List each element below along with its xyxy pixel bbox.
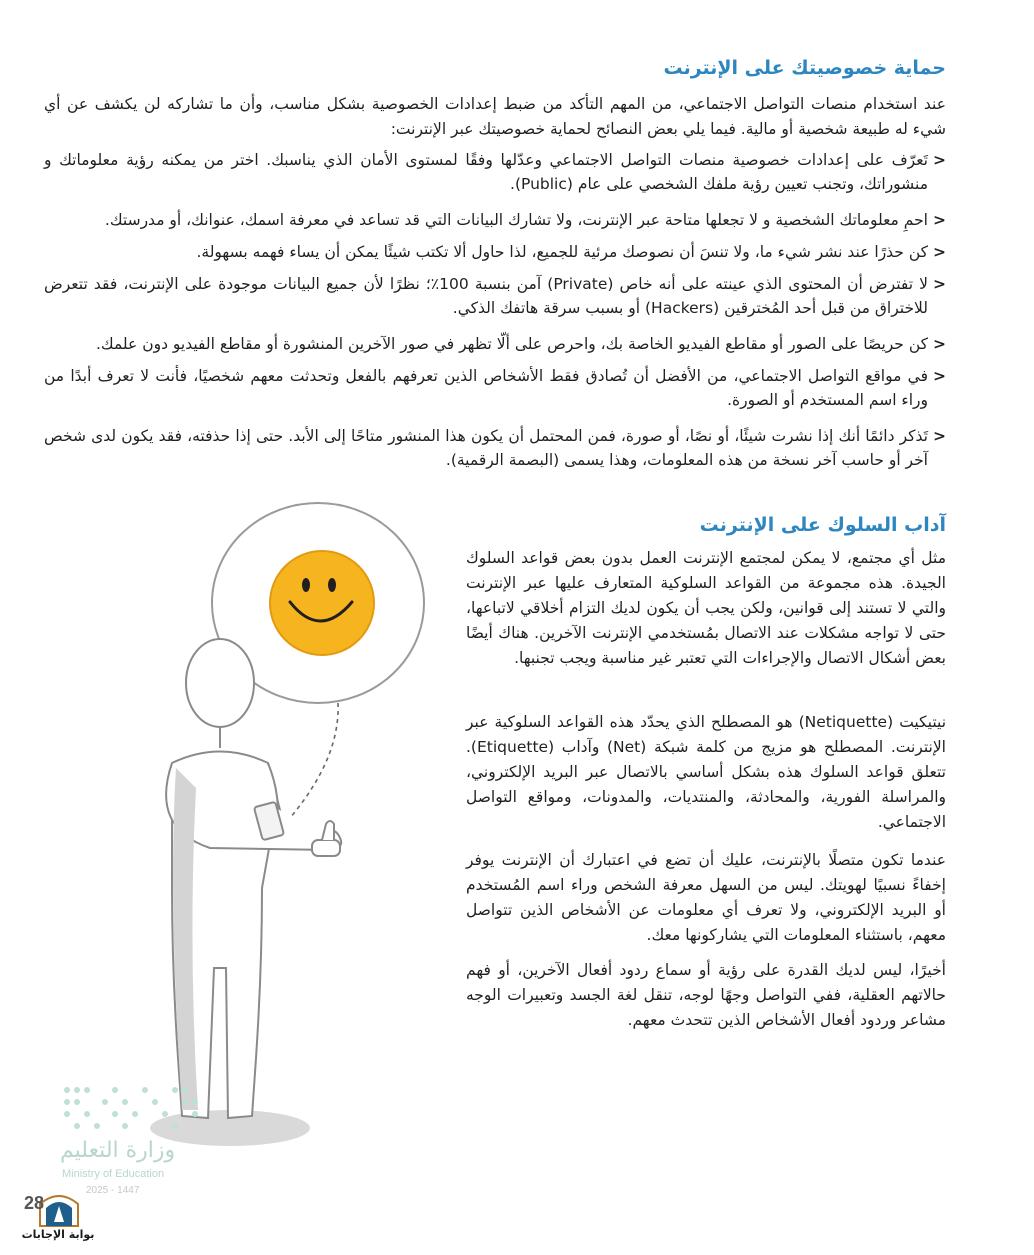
person-with-phone-illustration (0, 498, 470, 1178)
netiquette-paragraph: عندما تكون متصلًا بالإنترنت، عليك أن تضع في اعتبارك أن الإنترنت يوفر إخفاءً نسبيًا لهويتك. ليس من السهل معرفة الشخص وراء اسم المُستخدم أو البريد الإلكتروني، ولا تعرف أي معلومات عن الأشخاص الذين تتواصل معهم، باستثناء المعلومات التي يشاركونها معك. (466, 851, 946, 944)
smiley-face-icon (270, 551, 374, 655)
privacy-tip-item: < تَذكر دائمًا أنك إذا نشرت شيئًا، أو نصًا، أو صورة، فمن المحتمل أن يكون هذا المنشور متاحًا إلى الأبد. حتى إذا حذفته، فقد يكون لدى شخص آخر أو حاسب آخر نسخة من هذه المعلومات، وهذا يسمى (البصمة الرقمية). (44, 424, 946, 472)
privacy-intro-paragraph: عند استخدام منصات التواصل الاجتماعي، من المهم التأكد من ضبط إعدادات الخصوصية بشكل مناسب، وأن ما تشاركه لن يكشف عن أي شيء له طبيعة شخصية أو مالية. فيما يلي بعض النصائح لحماية خصوصيتك عبر الإنترنت: (44, 95, 946, 138)
netiquette-paragraph: أخيرًا، ليس لديك القدرة على رؤية أو سماع ردود أفعال الآخرين، أو فهم حالاتهم العقلية، ففي التواصل وجهًا لوجه، تنقل لغة الجسد وتعبيرات الوجه مشاعر وردود أفعال الأشخاص الذين تتحدث معهم. (466, 961, 946, 1029)
privacy-tip-item: < كن حذرًا عند نشر شيء ما، ولا تنسَ أن نصوصك مرئية للجميع، لذا حاول ألا تكتب شيئًا يمكن أن يساء فهمه بسهولة. (44, 240, 946, 264)
ministry-name-arabic: وزارة التعليم (60, 1138, 176, 1163)
page-number: 28 (24, 1193, 45, 1213)
privacy-tips-list (44, 148, 946, 484)
netiquette-section-title: آداب السلوك على الإنترنت (699, 514, 946, 536)
netiquette-paragraph: مثل أي مجتمع، لا يمكن لمجتمع الإنترنت العمل بدون بعض قواعد السلوك الجيدة. هذه مجموعة من القواعد السلوكية المتعارف عليها عبر الإنترنت والتي لا تستند إلى قوانين، ولكن يجب أن يكون لديك التزام أخلاقي لاتباعها، حتى لا تواجه مشكلات عند الاتصال بمُستخدمي الإنترنت الآخرين. هناك أيضًا بعض أشكال الاتصال والإجراءات التي تعتبر غير مناسبة ويجب تجنبها. (466, 549, 946, 667)
privacy-tip-item: < في مواقع التواصل الاجتماعي، من الأفضل أن تُصادق فقط الأشخاص الذين تعرفهم بالفعل وتحدثت معهم شخصيًا، فأنت لا تعرف أبدًا من وراء اسم المستخدم أو الصورة. (44, 364, 946, 412)
netiquette-paragraph: نيتيكيت (Netiquette) هو المصطلح الذي يحدّد هذه القواعد السلوكية عبر الإنترنت. المصطلح هو مزيج من كلمة شبكة (Net) وآداب (Etiquette). تتعلق قواعد السلوك هذه بشكل أساسي بالاتصال عبر البريد الإلكتروني، والمراسلة الفورية، والمحادثة، والمنتديات، والمدونات، ومواقع التواصل الاجتماعي. (466, 713, 947, 831)
answers-portal-label: بوابة الإجابات (21, 1228, 95, 1241)
privacy-tip-item: < تَعرّف على إعدادات خصوصية منصات التواصل الاجتماعي وعدّلها وفقًا لمستوى الأمان الذي يناسبك. اختر من يمكنه رؤية معلوماتك و منشوراتك، وتجنب تعيين رؤية ملفك الشخصي على عام (Public). (44, 148, 946, 196)
privacy-tip-item: < احمِ معلوماتك الشخصية و لا تجعلها متاحة عبر الإنترنت، ولا تشارك البيانات التي قد تساعد في معرفة اسمك، عنوانك، أو مدرستك. (44, 208, 946, 232)
ministry-name-english: Ministry of Education (62, 1168, 165, 1180)
privacy-tip-item: < لا تفترض أن المحتوى الذي عينته على أنه خاص (Private) آمن بنسبة 100٪؛ نظرًا لأن جميع البيانات موجودة على الإنترنت، فقد تتعرض للاختراق من قبل أحد المُخترقين (Hackers) أو بسبب سرقة هاتفك الذكي. (44, 272, 946, 320)
privacy-section-title: حماية خصوصيتك على الإنترنت (663, 57, 946, 79)
privacy-tip-item: < كن حريصًا على الصور أو مقاطع الفيديو الخاصة بك، واحرص على ألّا تظهر في صور الآخرين المنشورة أو مقاطع الفيديو دون علمك. (44, 332, 946, 356)
ministry-year: 2025 - 1447 (86, 1185, 140, 1196)
